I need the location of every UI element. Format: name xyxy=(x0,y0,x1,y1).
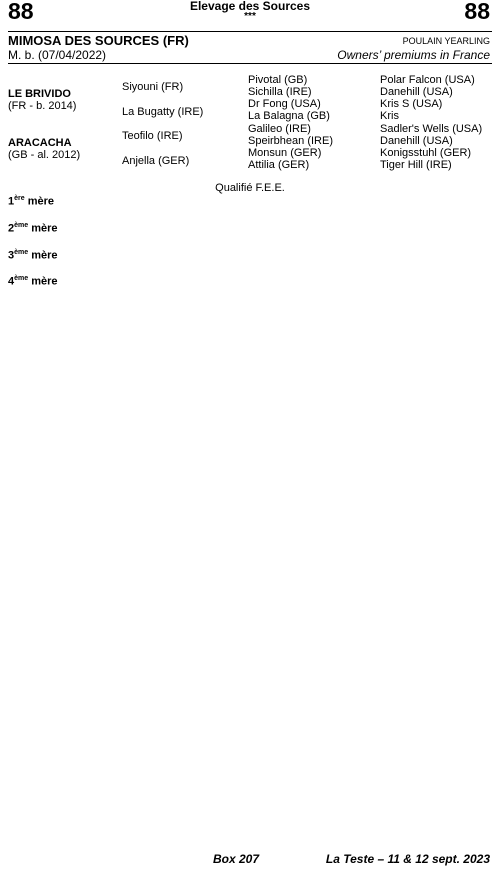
lot-number-left: 88 xyxy=(8,0,34,24)
pedigree-col3-item: Attilia (GER) xyxy=(248,159,310,171)
section-heading: 4ème mère xyxy=(8,275,58,289)
breeder-stars: *** xyxy=(244,11,256,22)
horse-name: MIMOSA DES SOURCES (FR) xyxy=(8,33,189,48)
dam-details: (GB - al. 2012) xyxy=(8,149,81,161)
sire-details: (FR - b. 2014) xyxy=(8,100,77,112)
pedigree-col3-item: Galileo (IRE) xyxy=(248,123,311,135)
pedigree-col4-item: Kris S (USA) xyxy=(380,98,443,110)
footer-box: Box 207 xyxy=(213,852,260,866)
premium-note: Owners’ premiums in France xyxy=(337,48,490,62)
category-label: POULAIN YEARLING xyxy=(402,36,490,46)
pedigree-col3-item: La Balagna (GB) xyxy=(248,110,330,122)
sire-name: LE BRIVIDO xyxy=(8,88,71,100)
pedigree-col3-item: Pivotal (GB) xyxy=(248,74,308,86)
header-rule xyxy=(8,63,492,64)
pedigree-col2-item: Siyouni (FR) xyxy=(122,81,184,93)
pedigree-col2-item: Anjella (GER) xyxy=(122,155,190,167)
section-heading: 2ème mère xyxy=(8,221,58,235)
horse-details: M. b. (07/04/2022) xyxy=(8,48,107,62)
pedigree-col3-item: Sichilla (IRE) xyxy=(248,86,312,98)
top-rule xyxy=(8,31,492,32)
footer-sale: La Teste – 11 & 12 sept. 2023 xyxy=(325,852,490,866)
pedigree-col4-item: Danehill (USA) xyxy=(380,86,453,98)
pedigree-col3-item: Dr Fong (USA) xyxy=(248,98,321,110)
produce-record xyxy=(8,193,492,288)
lot-number-right: 88 xyxy=(464,0,490,24)
pedigree-col3-item: Monsun (GER) xyxy=(248,147,322,159)
section-heading: 3ème mère xyxy=(8,248,58,262)
qualification: Qualifié F.E.E. xyxy=(215,182,285,194)
dam-name: ARACACHA xyxy=(8,137,72,149)
section-heading: 1ère mère xyxy=(8,195,54,208)
pedigree-col4-item: Polar Falcon (USA) xyxy=(380,74,475,86)
pedigree-col2-item: Teofilo (IRE) xyxy=(122,130,183,142)
pedigree-col4-item: Tiger Hill (IRE) xyxy=(380,159,452,171)
pedigree-col4-item: Sadler's Wells (USA) xyxy=(380,123,483,135)
pedigree-col4-item: Danehill (USA) xyxy=(380,135,453,147)
pedigree-col4-item: Konigsstuhl (GER) xyxy=(380,147,472,159)
breeder-name: Elevage des Sources xyxy=(189,0,311,13)
pedigree-col3-item: Speirbhean (IRE) xyxy=(248,135,333,147)
pedigree-col2-item: La Bugatty (IRE) xyxy=(122,106,204,118)
pedigree-col4-item: Kris xyxy=(380,110,399,122)
